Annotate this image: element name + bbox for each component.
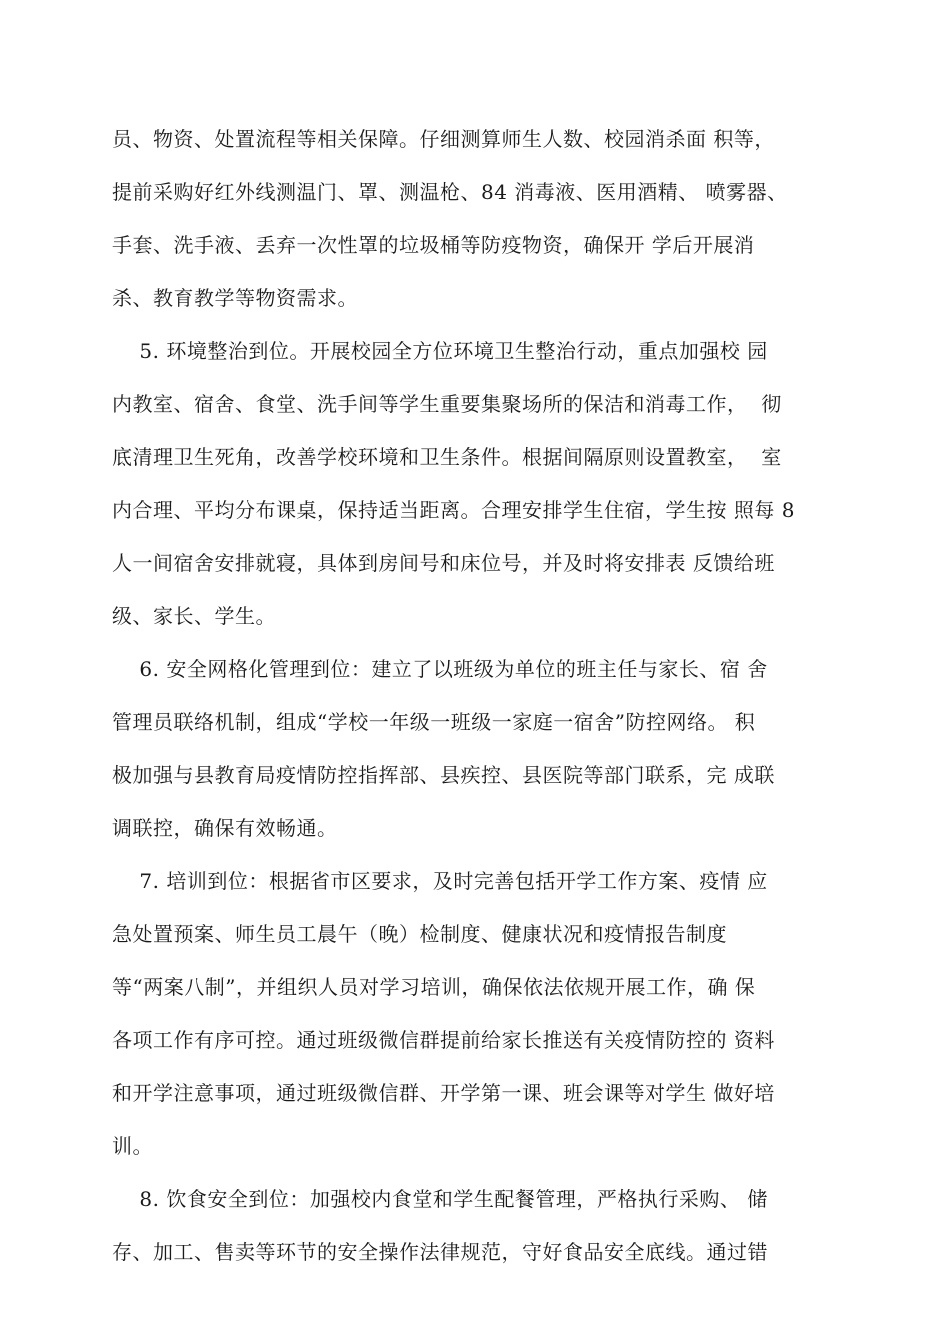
text-line: 极加强与县教育局疫情防控指挥部、县疾控、县医院等部门联系，完 成联 — [112, 763, 775, 787]
text-line: 底清理卫生死角，改善学校环境和卫生条件。根据间隔原则设置教室， 室 — [112, 445, 782, 469]
text-line: 训。 — [112, 1134, 153, 1158]
paragraph-heading-7: 7. 培训到位：根据省市区要求，及时完善包括开学工作方案、疫情 应 — [112, 869, 768, 893]
text-line: 内教室、宿舍、食堂、洗手间等学生重要集聚场所的保洁和消毒工作， 彻 — [112, 392, 782, 416]
text-line: 管理员联络机制，组成“学校一年级一班级一家庭一宿舍”防控网络。 积 — [112, 710, 756, 734]
text-line: 急处置预案、师生员工晨午（晚）检制度、健康状况和疫情报告制度 — [112, 922, 727, 946]
text-line: 级、家长、学生。 — [112, 604, 276, 628]
text-line: 调联控，确保有效畅通。 — [112, 816, 338, 840]
text-line: 手套、洗手液、丢弃一次性罩的垃圾桶等防疫物资，确保开 学后开展消 — [112, 233, 755, 257]
text-line: 存、加工、售卖等环节的安全操作法律规范，守好食品安全底线。通过错 — [112, 1240, 768, 1264]
paragraph-heading-8: 8. 饮食安全到位：加强校内食堂和学生配餐管理，严格执行采购、 储 — [112, 1187, 768, 1211]
text-line: 人一间宿舍安排就寝，具体到房间号和床位号，并及时将安排表 反馈给班 — [112, 551, 775, 575]
text-line: 员、物资、处置流程等相关保障。仔细测算师生人数、校园消杀面 积等， — [112, 127, 775, 151]
text-line: 内合理、平均分布课桌，保持适当距离。合理安排学生住宿，学生按 照每 8 — [112, 498, 795, 522]
text-line: 等“两案八制”，并组织人员对学习培训，确保依法依规开展工作，确 保 — [112, 975, 756, 999]
paragraph-heading-5: 5. 环境整治到位。开展校园全方位环境卫生整治行动，重点加强校 园 — [112, 339, 768, 363]
text-line: 提前采购好红外线测温门、罩、测温枪、84 消毒液、医用酒精、 喷雾器、 — [112, 180, 788, 204]
text-line: 各项工作有序可控。通过班级微信群提前给家长推送有关疫情防控的 资料 — [112, 1028, 775, 1052]
text-line: 和开学注意事项，通过班级微信群、开学第一课、班会课等对学生 做好培 — [112, 1081, 775, 1105]
paragraph-heading-6: 6. 安全网格化管理到位：建立了以班级为单位的班主任与家长、宿 舍 — [112, 657, 768, 681]
text-line: 杀、教育教学等物资需求。 — [112, 286, 358, 310]
